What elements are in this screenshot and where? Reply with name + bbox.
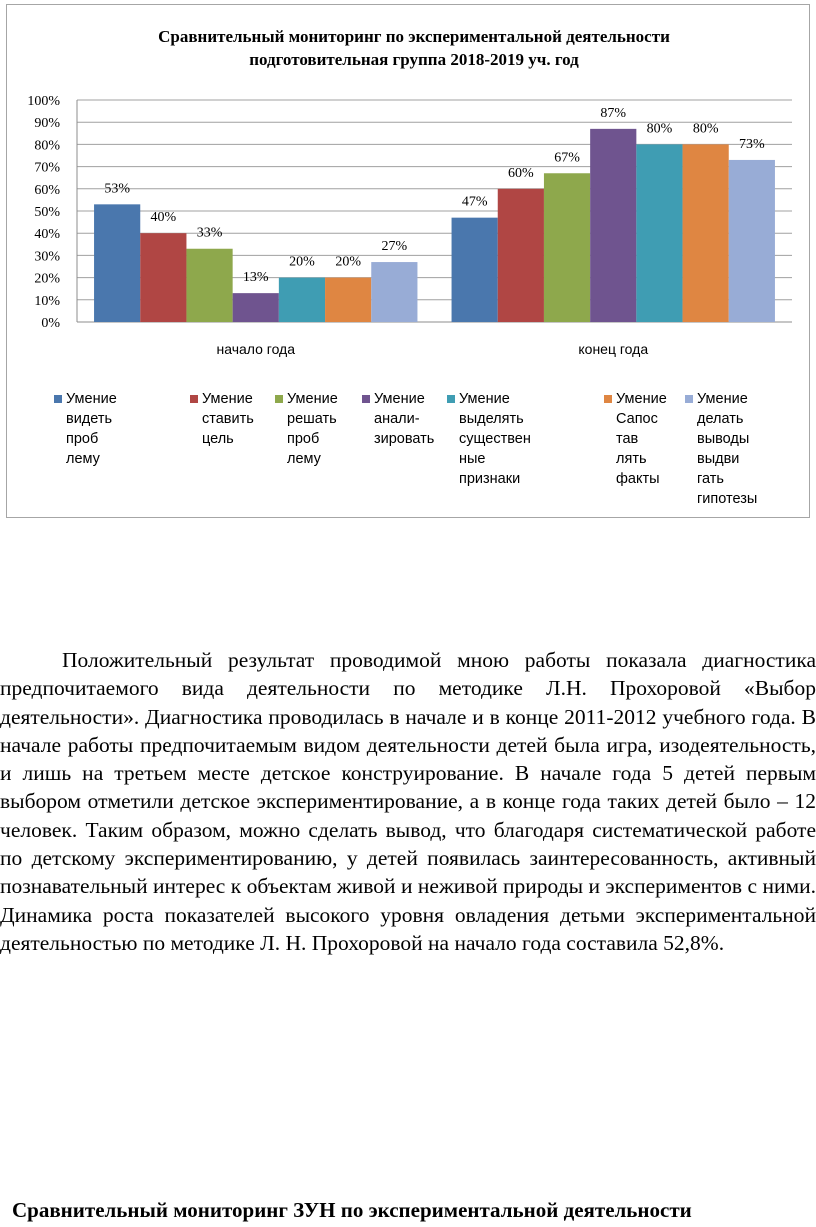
legend-swatch	[604, 395, 612, 403]
data-label: 27%	[381, 239, 408, 255]
legend-swatch	[685, 395, 693, 403]
y-tick-label: 0%	[41, 316, 60, 331]
legend-swatch	[447, 395, 455, 403]
section-heading: Сравнительный мониторинг ЗУН по экспериментальной деятельности	[12, 1198, 692, 1222]
y-tick-label: 50%	[34, 205, 60, 220]
y-tick-label: 100%	[27, 94, 60, 109]
chart-container	[6, 4, 810, 518]
data-label: 80%	[646, 121, 673, 137]
data-label: 80%	[692, 121, 719, 137]
legend-label: Умение делать выводы выдви гать гипотезы	[697, 391, 758, 507]
bar	[452, 218, 498, 322]
data-label: 33%	[196, 225, 223, 241]
bar	[729, 160, 775, 322]
legend-label: Умение Сапос тав лять факты	[616, 391, 667, 487]
bar	[186, 249, 232, 322]
bar	[233, 293, 279, 322]
bar	[94, 204, 140, 322]
chart-legend	[7, 389, 811, 517]
bar	[636, 144, 682, 322]
bar	[325, 278, 371, 322]
bar-chart	[7, 5, 811, 389]
legend-label: Умение решать проб лему	[287, 391, 338, 467]
y-tick-label: 10%	[34, 293, 60, 309]
y-tick-label: 90%	[34, 116, 60, 132]
y-tick-label: 60%	[34, 182, 60, 198]
chart-title: Сравнительный мониторинг по экспериментальной деятельности	[158, 27, 670, 46]
y-tick-label: 80%	[34, 138, 60, 154]
bar	[279, 278, 325, 322]
y-tick-label: 30%	[34, 249, 60, 265]
data-label: 13%	[242, 270, 269, 286]
chart-subtitle: подготовительная группа 2018-2019 уч. год	[249, 50, 579, 69]
bar	[371, 262, 417, 322]
legend-label: Умение анали- зировать	[374, 391, 435, 447]
y-tick-label: 20%	[34, 271, 60, 287]
data-label: 47%	[461, 194, 488, 210]
data-label: 67%	[554, 150, 580, 166]
legend-label: Умение видеть проб лему	[66, 391, 117, 467]
legend-swatch	[362, 395, 370, 403]
category-label: начало года	[216, 341, 296, 357]
category-label: конец года	[578, 341, 649, 357]
data-label: 40%	[150, 210, 177, 226]
bar	[590, 129, 636, 322]
legend-swatch	[190, 395, 198, 403]
data-label: 87%	[600, 105, 627, 121]
bar	[544, 173, 590, 322]
bar	[683, 144, 729, 322]
legend-swatch	[275, 395, 283, 403]
body-paragraph: Положительный результат проводимой мною работы показала диагностика предпочитаемого вида деятельности по методике Л.Н. Прохоровой «Выбор деятельности». Диагностика проводилась в начале и в конце 2011-2012 учебного года. В начале работы предпочитаемым видом деятельности детей была игра, изодеятельность, и лишь на третьем месте детское конструирование. В начале года 5 детей первым выбором отметили детское экспериментирование, а в конце года таких детей было – 12 человек. Таким образом, можно сделать вывод, что благодаря систематической работе по детскому экспериментированию, у детей появилась заинтересованность, активный познавательный интерес к объектам живой и неживой природы и экспериментов с ними. Динамика роста показателей высокого уровня овладения детьми экспериментальной деятельностью по методике Л. Н. Прохоровой на начало года составила 52,8%.	[0, 648, 816, 955]
data-label: 73%	[739, 136, 765, 152]
data-label: 53%	[104, 181, 130, 197]
y-tick-label: 40%	[34, 227, 60, 243]
legend-label: Умение ставить цель	[202, 391, 254, 447]
data-label: 20%	[335, 254, 361, 270]
bar	[498, 189, 544, 322]
data-label: 60%	[508, 165, 534, 181]
data-label: 20%	[289, 254, 315, 270]
y-tick-label: 70%	[34, 160, 60, 176]
bar	[140, 233, 186, 322]
legend-label: Умение выделять существен ные признаки	[459, 391, 531, 487]
legend-swatch	[54, 395, 62, 403]
